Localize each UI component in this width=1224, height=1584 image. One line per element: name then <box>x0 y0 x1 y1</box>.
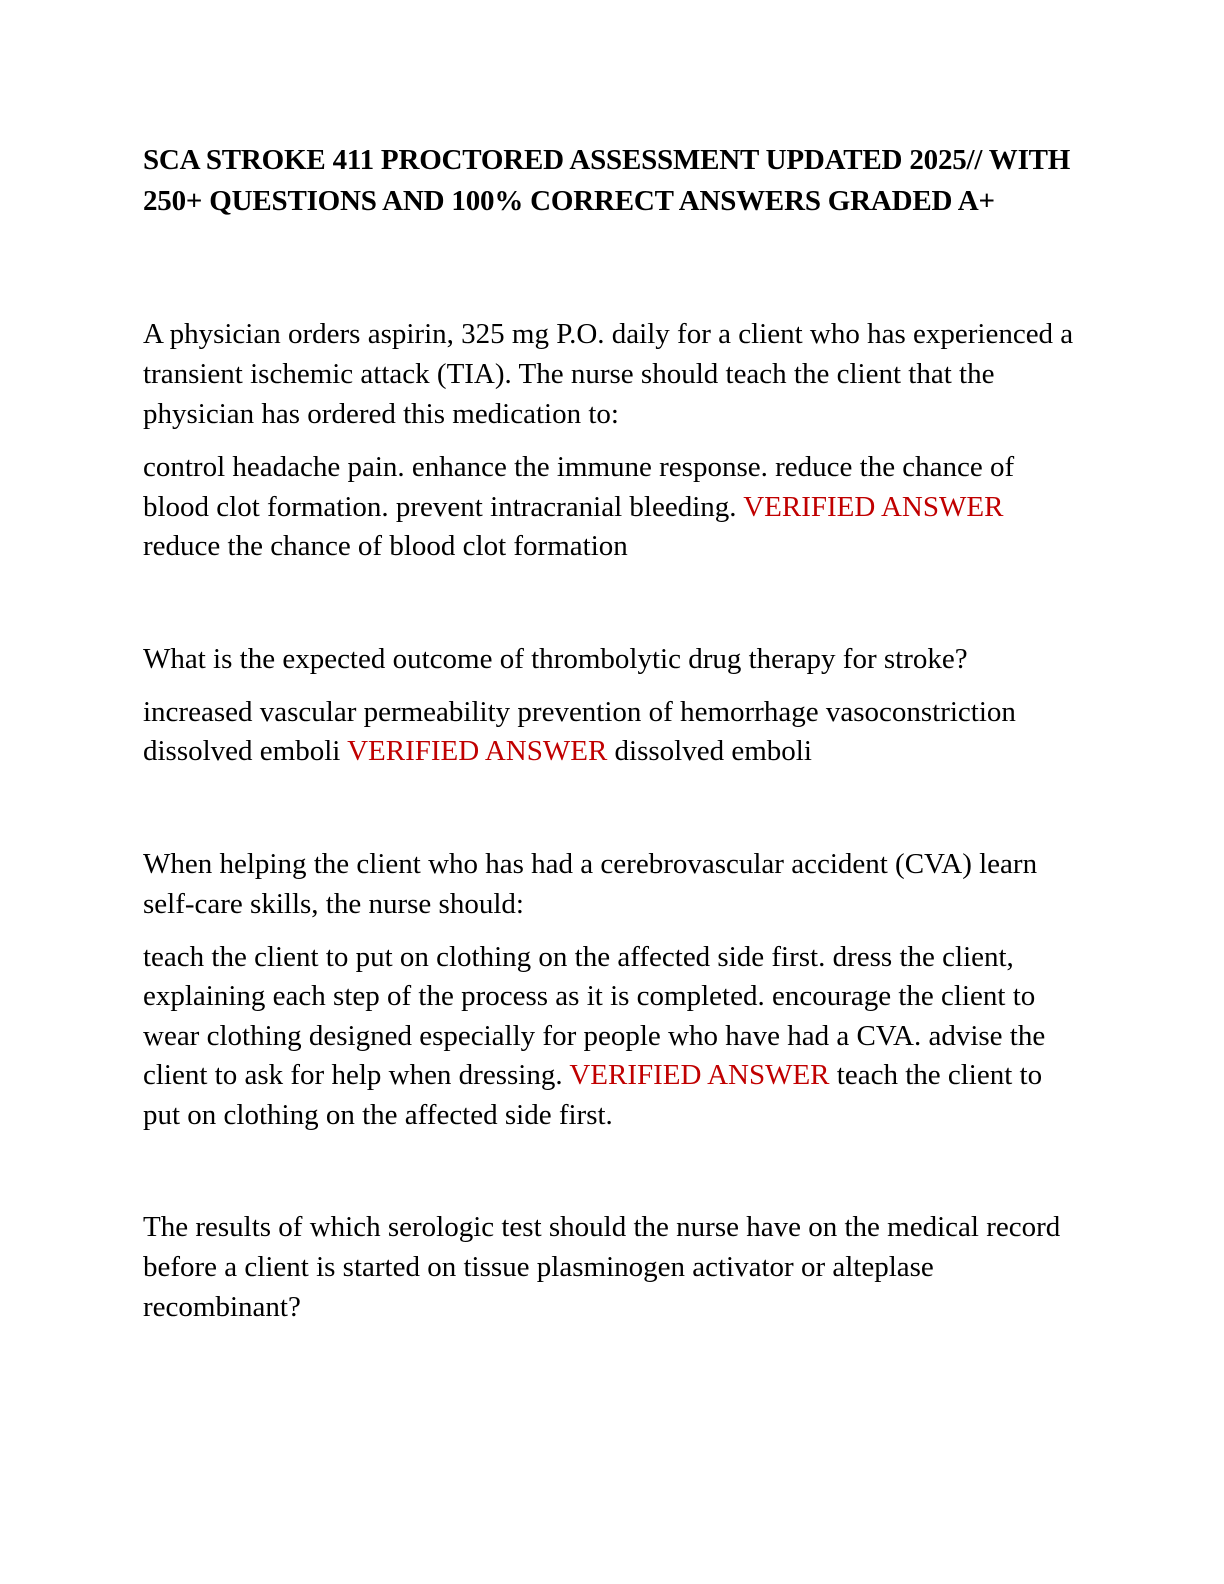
answer-block-3 <box>143 938 1083 1136</box>
correct-answer-1: reduce the chance of blood clot formation <box>143 530 628 562</box>
question-2: What is the expected outcome of thrombolytic drug therapy for stroke? <box>143 642 968 675</box>
answer-options-1: control headache pain. enhance the immune response. reduce the chance of blood clot formation. prevent intracranial bleeding. <box>143 451 1015 523</box>
answer-block-1 <box>143 448 1083 567</box>
correct-answer-3: teach the client to put on clothing on the affected side first. <box>143 1059 1043 1131</box>
answer-options-2: increased vascular permeability prevention of hemorrhage vasoconstriction dissolved emboli <box>143 695 1016 767</box>
correct-answer-2: dissolved emboli <box>614 735 812 767</box>
question-1: A physician orders aspirin, 325 mg P.O. daily for a client who has experienced a transient ischemic attack (TIA). The nurse should teach the client that the physician has ordered this medication to: <box>143 318 1074 430</box>
answer-block-2 <box>143 693 1083 772</box>
verified-answer-label-1: VERIFIED ANSWER <box>743 490 1004 523</box>
document-page <box>143 140 1083 1327</box>
verified-answer-label-2: VERIFIED ANSWER <box>347 735 608 767</box>
answer-options-3: teach the client to put on clothing on the affected side first. dress the client, explaining each step of the process as it is completed. encourage the client to wear clothing designed especially for people who have had a CVA. advise the client to ask for help when dressing. <box>143 940 1046 1091</box>
verified-answer-label-3: VERIFIED ANSWER <box>569 1059 830 1091</box>
question-4: The results of which serologic test should the nurse have on the medical record before a client is started on tissue plasminogen activator or alteplase recombinant? <box>143 1211 1061 1323</box>
document-title: SCA STROKE 411 PROCTORED ASSESSMENT UPDATED 2025// WITH 250+ QUESTIONS AND 100% CORRECT ANSWERS GRADED A+ <box>143 144 1071 217</box>
question-3: When helping the client who has had a cerebrovascular accident (CVA) learn self-care skills, the nurse should: <box>143 847 1038 920</box>
